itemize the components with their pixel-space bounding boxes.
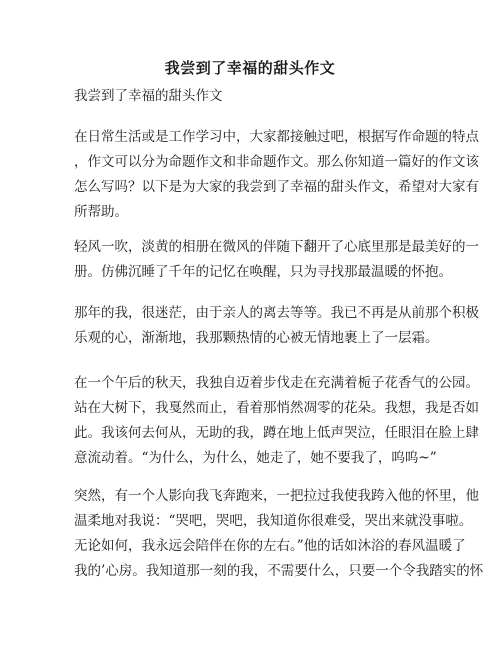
paragraph-line: 此。我该何去何从，无助的我，蹲在地上低声哭泣，任眼泪在脸上肆 — [74, 425, 479, 441]
paragraph-line: 那年的我，很迷茫，由于亲人的离去等等。我已不再是从前那个积极 — [74, 305, 479, 321]
paragraph-line: 乐观的心，渐渐地，我那颗热情的心被无情地裹上了一层霜。 — [74, 330, 439, 346]
paragraph-line: 突然，有一个人影向我飞奔跑来，一把拉过我使我跨入他的怀里，他 — [74, 488, 479, 504]
paragraph — [74, 125, 479, 225]
paragraph — [74, 301, 479, 351]
paragraph — [74, 371, 479, 471]
paragraph-line: 站在大树下，我戛然而止，看着那悄然凋零的花朵。我想，我是否如 — [74, 400, 479, 416]
paragraph-line: 轻风一吹，淡黄的相册在微风的伴随下翻开了心底里那是最美好的一 — [74, 239, 479, 255]
paragraph-line: 册。仿佛沉睡了千年的记忆在唤醒，只为寻找那最温暖的怀抱。 — [74, 264, 452, 280]
paragraph-line: 温柔地对我说：“哭吧，哭吧，我知道你很难受，哭出来就没事啦。 — [74, 513, 473, 529]
paragraph-line: 在一个午后的秋天，我独自迈着步伐走在充满着栀子花香气的公园。 — [74, 375, 479, 391]
document-subtitle: 我尝到了幸福的甜头作文 — [74, 88, 223, 104]
paragraph-line: 怎么写吗？以下是为大家的我尝到了幸福的甜头作文，希望对大家有 — [74, 179, 479, 195]
paragraph-line: 在日常生活或是工作学习中，大家都接触过吧，根据写作命题的特点 — [74, 129, 479, 145]
paragraph — [74, 484, 484, 584]
paragraph-line: 我的’心房。我知道那一刻的我，不需要什么，只要一个令我踏实的怀 — [74, 563, 484, 579]
paragraph — [74, 235, 479, 285]
paragraph-line: 所帮助。 — [74, 204, 128, 220]
paragraph-line: 意流动着。“为什么，为什么，她走了，她不要我了，呜呜~” — [74, 450, 437, 466]
paragraph-line: ，作文可以分为命题作文和非命题作文。那么你知道一篇好的作文该 — [74, 154, 479, 170]
document-title: 我尝到了幸福的甜头作文 — [164, 59, 336, 77]
paragraph-line: 无论如何，我永远会陪伴在你的左右。”他的话如沐浴的春风温暖了 — [74, 538, 466, 554]
